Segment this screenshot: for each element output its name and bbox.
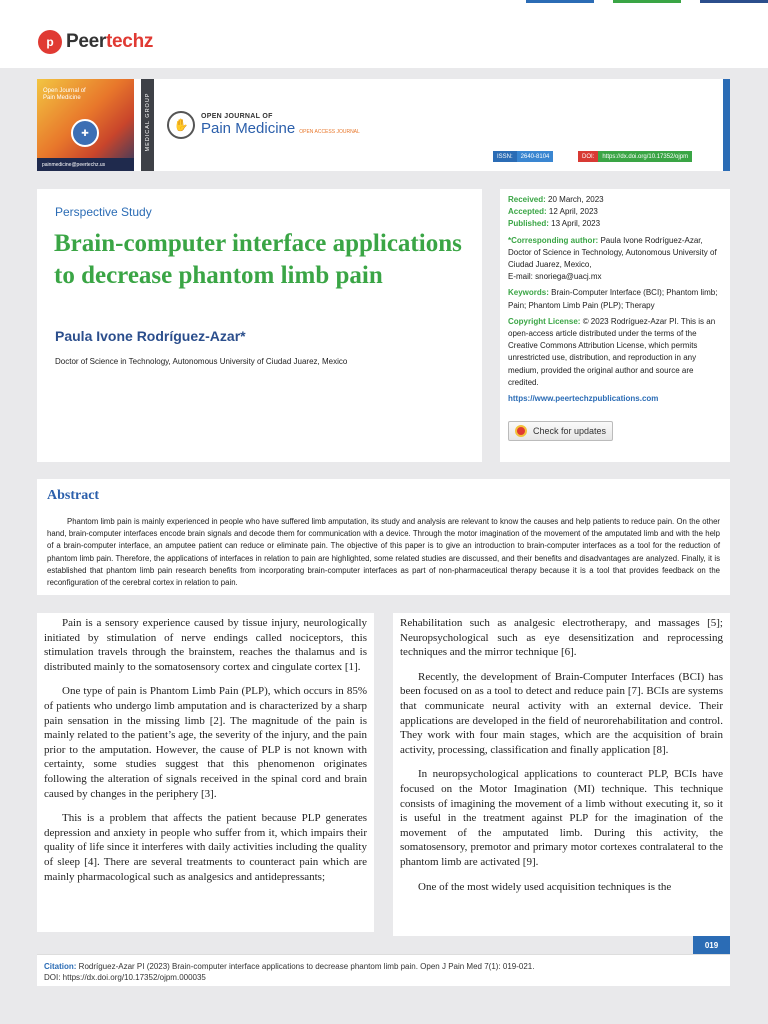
publisher-website-link[interactable]: https://www.peertechzpublications.com [508,394,659,404]
check-for-updates-button[interactable] [508,421,613,441]
doi-value: https://dx.doi.org/10.17352/ojpm [598,151,692,162]
accepted-date: 12 April, 2023 [548,207,598,217]
body-paragraph: In neuropsychological applications to counteract PLP, BCIs have focused on the Motor Imagination (MI) technique. This technique consists of imagining the movement of a limb without executing it, so it is useful in the treatment against PLP for the imagination of the movement of the amputated limb. During this activity, the somatosensory, premotor and primary motor cortexes contralateral to the phantom limb are activated [9]. [400,768,723,868]
corresponding-label: *Corresponding author: [508,235,599,245]
crossmark-icon [515,425,527,437]
body-paragraph: One type of pain is Phantom Limb Pain (PLP), which occurs in 85% of patients who undergo limb amputation and is characterized by a sharp pain sensation in the missing limb [2]. The magnitude of the pain is mainly related to the patient’s age, the severity of the injury, and the pain prior to the amputation. However, the cause of PLP is not known with certainty, some studies suggest that this phenomenon originates following the alteration of signals received in the spinal cord and brain caused by changes in the periphery [3]. [44,685,367,800]
journal-logo-icon: ✋ [167,111,195,139]
article-author: Paula Ivone Rodríguez-Azar* [55,328,246,344]
keywords-label: Keywords: [508,288,549,298]
journal-name: Pain Medicine [201,119,296,137]
cover-title-line2: Pain Medicine [43,95,81,101]
body-paragraph: Pain is a sensory experience caused by tissue injury, neurologically initiated by stimulation of nerve endings called nociceptors, this stimulation travels through the brainstem, reaches the thalamus and is distributed mainly to the somatosensory cortex and cingulate cortex [1]. [44,617,367,673]
body-paragraph: This is a problem that affects the patient because PLP generates depression and anxiety in people who suffer from it, which impairs their quality of life since it interferes with daily activities including the quality of sleep [4]. There are several treatments to counteract pain which are mainly pharmacological such as analgesics and antidepressants; [44,812,367,883]
published-label: Published: [508,219,549,229]
corresponding-text: Paula Ivone Rodríguez-Azar, Doctor of Science in Technology, Autonomous University of Ciudad Juarez, Mexico, [508,235,717,270]
open-access-label: OPEN ACCESS JOURNAL [299,128,360,135]
doi-label: DOI: [578,151,598,162]
article-type: Perspective Study [55,205,152,219]
top-tab-1[interactable] [526,0,594,3]
article-meta-card [500,189,730,462]
cover-title-line1: Open Journal of [43,88,86,94]
body-paragraph-continued: Rehabilitation such as analgesic electrotherapy, and massages [5]; Neuropsychological such as eye desensitization and reprocessing techniques and the mirror technique [6]. [400,617,723,659]
page-number: 019 [693,936,730,954]
publisher-name-prefix: Peer [66,31,107,52]
accepted-label: Accepted: [508,207,547,217]
publisher-name-suffix: techz [106,31,154,52]
medical-group-label: MEDICAL GROUP [145,92,151,152]
author-affiliation: Doctor of Science in Technology, Autonomous University of Ciudad Juarez, Mexico [55,357,348,366]
journal-logo [167,111,360,139]
body-paragraph: One of the most widely used acquisition techniques is the [418,880,672,893]
body-column-right [393,613,730,936]
top-tab-3[interactable] [700,0,768,3]
copyright-text: © 2023 Rodríguez-Azar PI. This is an open-access article distributed under the terms of the Creative Commons Attribution License, which permits unrestricted use, distribution, and reproduction in any medium, provided the original author and source are credited. [508,316,716,387]
body-paragraph: Recently, the development of Brain-Computer Interfaces (BCI) has been focused on as a tool to detect and reduce pain [7]. BCIs are systems that communicate neural activity with an external device. Their applications are developed in the field of neurorehabilitation and control. They work with four main stages, which are the acquisition of brain activity, processing, classification and finally application [8]. [400,670,723,756]
publisher-logo[interactable] [38,30,153,54]
issn-tag [493,151,553,162]
citation-label: Citation: [44,962,77,971]
publisher-logo-icon: p [38,30,62,54]
abstract-heading: Abstract [47,488,100,503]
doi-tag[interactable] [578,151,692,162]
copyright-label: Copyright License: [508,316,581,326]
keywords-text: Brain-Computer Interface (BCI); Phantom limb; Pain; Phantom Limb Pain (PLP); Therapy [508,288,718,310]
check-for-updates-label: Check for updates [533,426,607,437]
publisher-name [66,31,153,53]
published-date: 13 April, 2023 [551,219,601,229]
corresponding-author [508,235,722,284]
copyright [508,316,722,389]
abstract-section [37,479,730,595]
journal-banner [37,79,730,171]
abstract-text: Phantom limb pain is mainly experienced in people who have suffered limb amputation, its study and analysis are relevant to know the causes and help patients to reduce pain. On the other hand, brain-computer interfaces encode brain signals and decode them for communication with a device. Through the motor imagination of the movement of the amputated limb and with the help of a brain-computer interface, an amputee patient can reduce or eliminate pain. The objective of this paper is to give an introduction to brain-computer interfaces as a tool for the reduction of phantom limb pain. Therefore, the applications of interfaces in relation to pain are highlighted, some related studies are discussed, and their benefits and disadvantages are analyzed. Finally, it is established that phantom limb pain research benefits from incorporating brain-computer interfaces as part of non-pharmaceutical therapy because it is a tool that provides feedback on the reconfiguration of the cerebral cortex in relation to pain. [47,517,720,588]
keywords [508,287,722,311]
top-tab-2[interactable] [613,0,681,3]
issn-value: 2640-8104 [517,151,554,162]
journal-name-small: OPEN JOURNAL OF [201,112,273,120]
top-bar [0,0,768,68]
body-column-left [37,613,374,932]
article-title: Brain-computer interface applications to decrease phantom limb pain [54,230,462,289]
footer-doi[interactable]: DOI: https://dx.doi.org/10.17352/ojpm.000035 [44,973,206,982]
citation-text: Rodríguez-Azar PI (2023) Brain-computer interface applications to decrease phantom limb pain. Open J Pain Med 7(1): 019-021. [78,962,535,971]
dates [508,194,722,231]
banner-accent-edge [723,79,730,171]
title-card [37,189,482,462]
cover-title [43,88,86,102]
received-label: Received: [508,195,546,204]
citation-footer [37,954,730,986]
corresponding-email[interactable]: E-mail: snoriega@uacj.mx [508,272,602,282]
cover-email: painmedicine@peertechz.us [37,158,134,171]
issn-label: ISSN: [493,151,517,162]
medical-group-strip [141,79,154,171]
cover-emblem-icon: ✚ [71,119,99,147]
received-date: 20 March, 2023 [548,195,604,204]
journal-cover-image [37,79,134,171]
